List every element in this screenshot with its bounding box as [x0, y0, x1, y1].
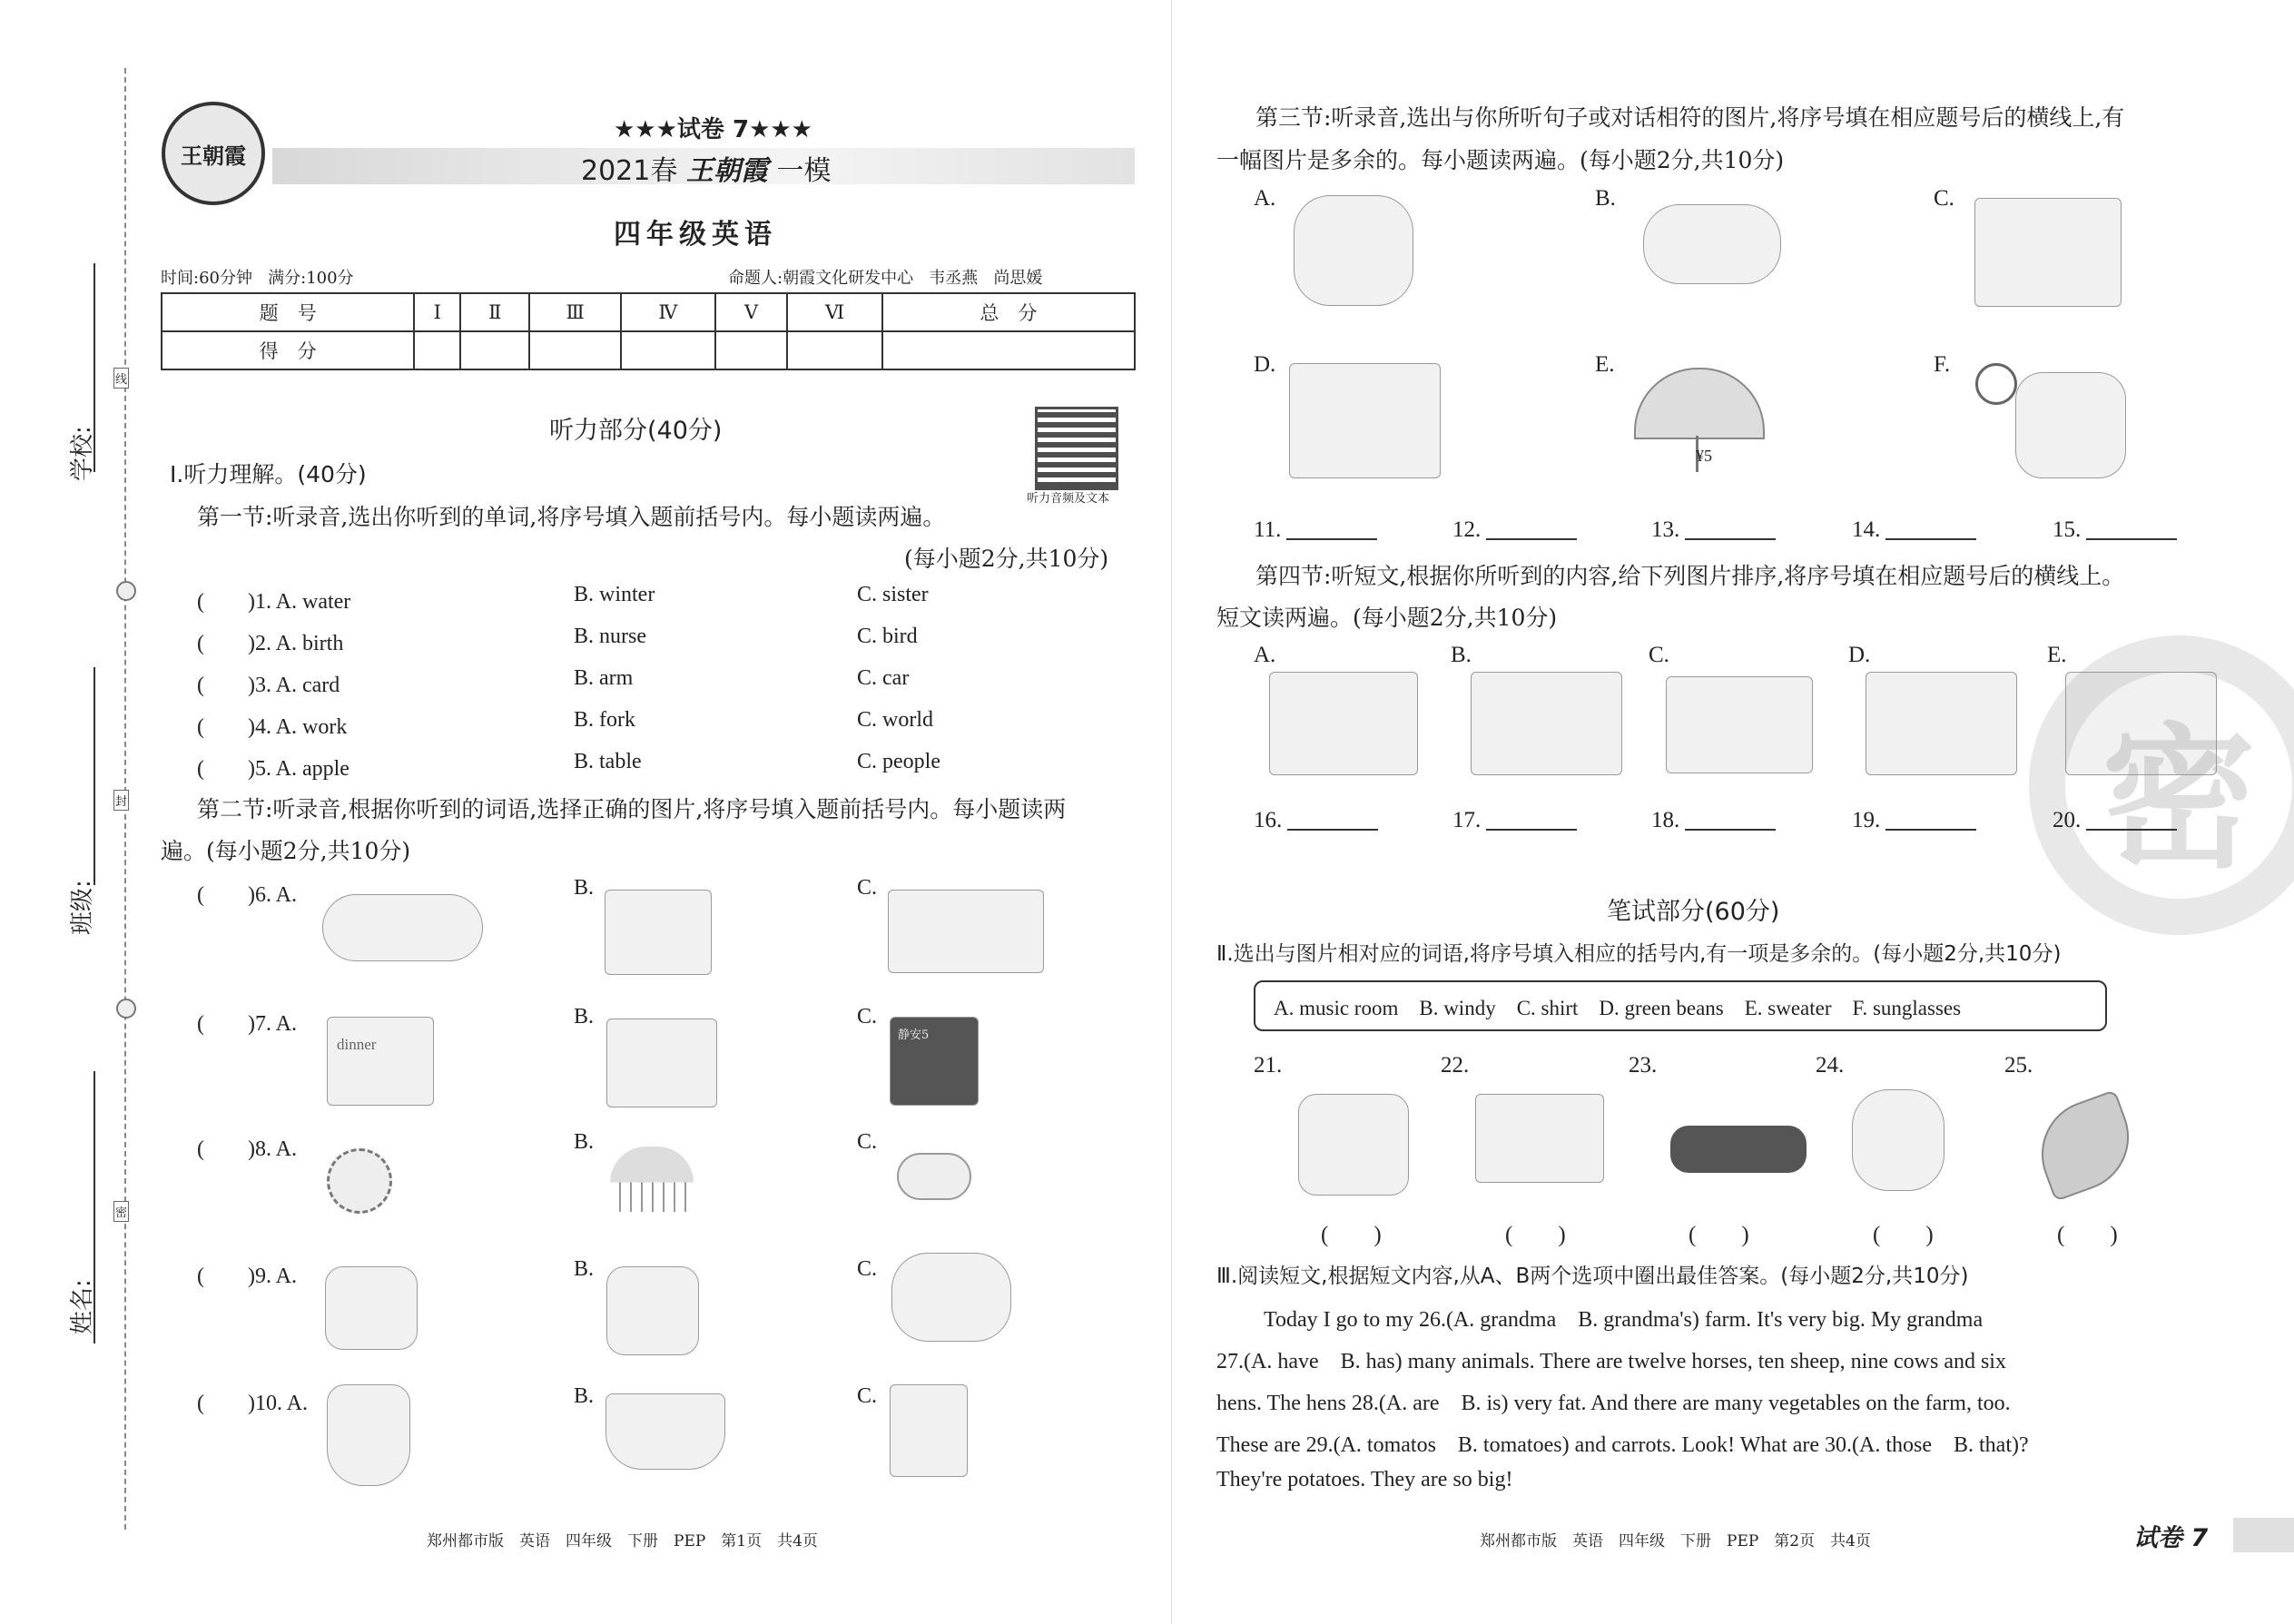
- question-row: [197, 750, 350, 782]
- page-fold: [1171, 0, 1172, 1624]
- option-c: C.: [857, 1257, 878, 1281]
- option-c: C.: [857, 876, 878, 900]
- rain-icon: [610, 1147, 694, 1212]
- seal-mark-secret: 密: [113, 1201, 129, 1222]
- sun-icon: [327, 1148, 392, 1214]
- paper-tag: 试卷 7: [2133, 1524, 2209, 1552]
- right-footer: 郑州都市版 英语 四年级 下册 PEP 第2页 共4页: [1480, 1532, 1871, 1550]
- s4-label-c: C.: [1649, 643, 1669, 667]
- teacher-board-image: [890, 1017, 979, 1106]
- blank-number: 18.: [1651, 808, 1680, 832]
- passage-line: Today I go to my 26.(A. grandma B. grandma's) farm. It's very big. My grandma: [1264, 1308, 1984, 1332]
- option-c: C. people: [857, 750, 940, 773]
- question-row: [197, 666, 340, 698]
- name-label: 姓名:: [69, 1279, 96, 1334]
- blank-19[interactable]: [1852, 808, 1976, 833]
- question-number[interactable]: ( )5. A. apple: [197, 757, 350, 781]
- s4-label-a: A.: [1254, 643, 1276, 667]
- blank-14[interactable]: [1852, 517, 1976, 543]
- dress-image: [327, 1384, 410, 1486]
- question-number[interactable]: ( )3. A. card: [197, 674, 340, 697]
- passage-line: hens. The hens 28.(A. are B. is) very fat. And there are many vegetables on the farm, too.: [1216, 1392, 2011, 1415]
- s3-label-e: E.: [1595, 352, 1615, 377]
- blank-12[interactable]: [1452, 517, 1577, 543]
- children-image: [606, 1019, 717, 1107]
- blank-11[interactable]: [1254, 517, 1377, 543]
- brand-logo-text: 王朝霞: [181, 143, 246, 169]
- s3-label-f: F.: [1934, 352, 1951, 377]
- option-c: C. bird: [857, 625, 918, 648]
- option-b: B.: [574, 1257, 595, 1281]
- s3-label-b: B.: [1595, 186, 1616, 211]
- bedroom-window-image: [1974, 198, 2122, 307]
- banner-year: 2021春: [581, 155, 678, 187]
- option-b: B.: [574, 1005, 595, 1029]
- seal-mark-seal: 封: [113, 790, 129, 811]
- option-c: C.: [857, 1130, 878, 1154]
- section2-instructions-line2: 遍。(每小题2分,共10分): [161, 838, 411, 864]
- answer-paren[interactable]: ( ): [2057, 1223, 2118, 1247]
- answer-blank[interactable]: [2086, 536, 2177, 540]
- blank-17[interactable]: [1452, 808, 1577, 833]
- question-row: [197, 583, 350, 615]
- blank-16[interactable]: [1254, 808, 1378, 833]
- score-header-cell: Ⅱ: [460, 293, 529, 331]
- section4-instructions-line1: 第四节:听短文,根据你所听到的内容,给下列图片排序,将序号填在相应题号后的横线上。: [1255, 563, 2125, 589]
- passage-line: 27.(A. have B. has) many animals. There are twelve horses, ten sheep, nine cows and six: [1216, 1350, 2006, 1373]
- music-room-image: [1475, 1094, 1604, 1183]
- listening-title: 听力部分(40分): [549, 417, 723, 445]
- blank-number: 14.: [1852, 517, 1881, 542]
- blank-number: 20.: [2053, 808, 2082, 832]
- answer-blank[interactable]: [1685, 536, 1776, 540]
- p2-label: 25.: [2004, 1053, 2033, 1078]
- score-cell[interactable]: [787, 331, 881, 369]
- paper-badge: ★★★试卷 7★★★: [614, 116, 812, 143]
- score-table: [161, 292, 1136, 370]
- word-box: [1254, 980, 2107, 1031]
- dinner-lesson-image: [327, 1017, 434, 1106]
- binding-dot-2: [116, 999, 136, 1019]
- school-label: 学校:: [69, 426, 96, 481]
- option-c: C.: [857, 1005, 878, 1029]
- score-cell[interactable]: [460, 331, 529, 369]
- seal-mark-line: 线: [113, 368, 129, 389]
- banner-brand: 王朝霞: [685, 155, 768, 187]
- dinner-board-text: dinner: [337, 1036, 377, 1053]
- question-number[interactable]: ( )8. A.: [197, 1137, 297, 1161]
- section4-instructions-line2: 短文读两遍。(每小题2分,共10分): [1216, 605, 1558, 631]
- bear-waking-image: [1471, 672, 1622, 775]
- passage-line: They're potatoes. They are so big!: [1216, 1468, 1513, 1491]
- option-c: C. world: [857, 708, 933, 732]
- teacher-board-text: 静安5: [898, 1029, 930, 1042]
- score-table-header-row: [162, 293, 1135, 331]
- passage-line: These are 29.(A. tomatos B. tomatoes) and carrots. Look! What are 30.(A. those B. that)?: [1216, 1433, 2029, 1457]
- boy-breakfast-image: [2015, 372, 2126, 478]
- blank-number: 11.: [1254, 517, 1282, 542]
- banner-suffix: 一模: [776, 155, 832, 187]
- option-b: B.: [574, 1384, 595, 1408]
- classroom-image: [888, 890, 1044, 973]
- p2-label: 24.: [1816, 1053, 1845, 1078]
- word-box-options: A. music room B. windy C. shirt D. green beans E. sweater F. sunglasses: [1274, 996, 1962, 1019]
- question-number[interactable]: ( )2. A. birth: [197, 632, 344, 655]
- part1-title: Ⅰ.听力理解。(40分): [170, 461, 367, 487]
- answer-blank[interactable]: [2086, 827, 2177, 831]
- score-header-cell: Ⅵ: [787, 293, 881, 331]
- score-row-label: 得 分: [162, 331, 414, 369]
- score-cell[interactable]: [529, 331, 621, 369]
- building-image: [605, 890, 712, 975]
- blank-20[interactable]: [2053, 808, 2177, 833]
- score-cell[interactable]: [621, 331, 715, 369]
- option-b: B.: [574, 876, 595, 900]
- p2-label: 22.: [1441, 1053, 1470, 1078]
- section1-instructions: 第一节:听录音,选出你听到的单词,将序号填入题前括号内。每小题读两遍。: [197, 504, 946, 530]
- part2-title: Ⅱ.选出与图片相对应的词语,将序号填入相应的括号内,有一项是多余的。(每小题2分,共10分): [1216, 942, 2062, 966]
- s4-label-d: D.: [1848, 643, 1871, 667]
- s4-label-e: E.: [2047, 643, 2067, 667]
- score-header-cell: 总 分: [882, 293, 1135, 331]
- part3-title: Ⅲ.阅读短文,根据短文内容,从A、B两个选项中圈出最佳答案。(每小题2分,共10分): [1216, 1265, 1969, 1288]
- answer-blank[interactable]: [1486, 536, 1577, 540]
- snowman-image: [1294, 195, 1413, 306]
- class-label: 班级:: [69, 880, 96, 935]
- answer-blank[interactable]: [1286, 536, 1377, 540]
- sweater-image: [1298, 1094, 1409, 1196]
- blank-number: 13.: [1651, 517, 1680, 542]
- umbrella-image: [1634, 368, 1765, 439]
- option-b: B. fork: [574, 708, 635, 732]
- cloudy-icon: [897, 1153, 971, 1200]
- bear-reading-image: [1666, 676, 1813, 773]
- potatoes-image: [1643, 204, 1781, 284]
- answer-blank[interactable]: [1885, 536, 1976, 540]
- score-cell[interactable]: [414, 331, 460, 369]
- green-beans-image: [2026, 1089, 2144, 1202]
- score-header-cell: Ⅲ: [529, 293, 621, 331]
- kids-at-school-image: [1289, 363, 1441, 478]
- section2-instructions-line1: 第二节:听录音,根据你听到的词语,选择正确的图片,将序号填入题前括号内。每小题读两: [197, 796, 1067, 822]
- exam-meta-left: 时间:60分钟 满分:100分: [161, 269, 354, 288]
- s3-label-d: D.: [1254, 352, 1276, 377]
- score-table-score-row: [162, 331, 1135, 369]
- score-header-cell: Ⅴ: [715, 293, 788, 331]
- blank-number: 12.: [1452, 517, 1482, 542]
- horse-image: [606, 1266, 699, 1355]
- option-b: B. winter: [574, 583, 655, 606]
- blank-number: 17.: [1452, 808, 1482, 832]
- paper-tag-bar: [2233, 1518, 2294, 1552]
- sunglasses-image: [1670, 1126, 1807, 1173]
- question-number[interactable]: ( )4. A. work: [197, 715, 348, 739]
- page-title: 四年级英语: [614, 219, 777, 251]
- bear-sleeping-image: [1866, 672, 2017, 775]
- question-row: [197, 625, 343, 656]
- question-number[interactable]: ( )6. A.: [197, 883, 297, 907]
- banner-title: [581, 148, 831, 188]
- sheep-image: [891, 1253, 1011, 1342]
- written-title: 笔试部分(60分): [1607, 898, 1780, 926]
- answer-blank[interactable]: [1885, 827, 1976, 831]
- class-line: [94, 667, 95, 885]
- s3-label-a: A.: [1254, 186, 1276, 211]
- score-header-cell: Ⅰ: [414, 293, 460, 331]
- answer-blank[interactable]: [1486, 827, 1577, 831]
- blank-number: 19.: [1852, 808, 1881, 832]
- answer-paren[interactable]: ( ): [1873, 1223, 1934, 1247]
- answer-paren[interactable]: ( ): [1505, 1223, 1566, 1247]
- option-b: B. nurse: [574, 625, 646, 648]
- option-b: B.: [574, 1130, 595, 1154]
- exam-meta-right: 命题人:朝霞文化研发中心 韦丞燕 尚思媛: [728, 269, 1043, 288]
- score-header-cell: Ⅳ: [621, 293, 715, 331]
- windy-tree-image: [1852, 1089, 1944, 1191]
- question-number[interactable]: ( )10. A.: [197, 1392, 308, 1415]
- alarm-clock-icon: [1975, 363, 2017, 405]
- p2-label: 23.: [1629, 1053, 1658, 1078]
- option-b: B. table: [574, 750, 642, 773]
- s3-label-c: C.: [1934, 186, 1954, 211]
- score-cell[interactable]: [715, 331, 788, 369]
- s4-label-b: B.: [1451, 643, 1472, 667]
- question-number[interactable]: ( )1. A. water: [197, 590, 351, 614]
- option-c: C.: [857, 1384, 878, 1408]
- umbrella-price: ¥5: [1696, 447, 1712, 465]
- brand-logo: [162, 102, 265, 205]
- blank-13[interactable]: [1651, 517, 1776, 543]
- binding-dot-1: [116, 581, 136, 601]
- qr-caption: 听力音频及文本: [1027, 492, 1110, 506]
- option-c: C. sister: [857, 583, 929, 606]
- blank-number: 16.: [1254, 808, 1283, 832]
- skirt-image: [605, 1393, 725, 1470]
- score-header-cell: 题 号: [162, 293, 414, 331]
- answer-paren[interactable]: ( ): [1321, 1223, 1382, 1247]
- question-number[interactable]: ( )7. A.: [197, 1012, 297, 1036]
- section3-instructions-line1: 第三节:听录音,选出与你所听句子或对话相符的图片,将序号填在相应题号后的横线上,有: [1255, 104, 2125, 131]
- bear-at-shop-image: [1269, 672, 1418, 775]
- section1-score: (每小题2分,共10分): [904, 546, 1109, 572]
- answer-blank[interactable]: [1685, 827, 1776, 831]
- blank-15[interactable]: [2053, 517, 2177, 543]
- cow-image: [325, 1266, 418, 1350]
- question-row: [197, 708, 347, 740]
- blank-number: 15.: [2053, 517, 2082, 542]
- blank-18[interactable]: [1651, 808, 1776, 833]
- stadium-image: [322, 894, 483, 961]
- qr-code[interactable]: [1035, 407, 1118, 490]
- left-footer: 郑州都市版 英语 四年级 下册 PEP 第1页 共4页: [427, 1532, 818, 1550]
- p2-label: 21.: [1254, 1053, 1283, 1078]
- score-cell[interactable]: [882, 331, 1135, 369]
- answer-paren[interactable]: ( ): [1689, 1223, 1749, 1247]
- option-c: C. car: [857, 666, 910, 690]
- shirt-image: [890, 1384, 968, 1477]
- section3-instructions-line2: 一幅图片是多余的。每小题读两遍。(每小题2分,共10分): [1216, 147, 1785, 173]
- question-number[interactable]: ( )9. A.: [197, 1265, 297, 1288]
- option-b: B. arm: [574, 666, 634, 690]
- watermark-text: 密: [2101, 709, 2256, 890]
- answer-blank[interactable]: [1287, 827, 1378, 831]
